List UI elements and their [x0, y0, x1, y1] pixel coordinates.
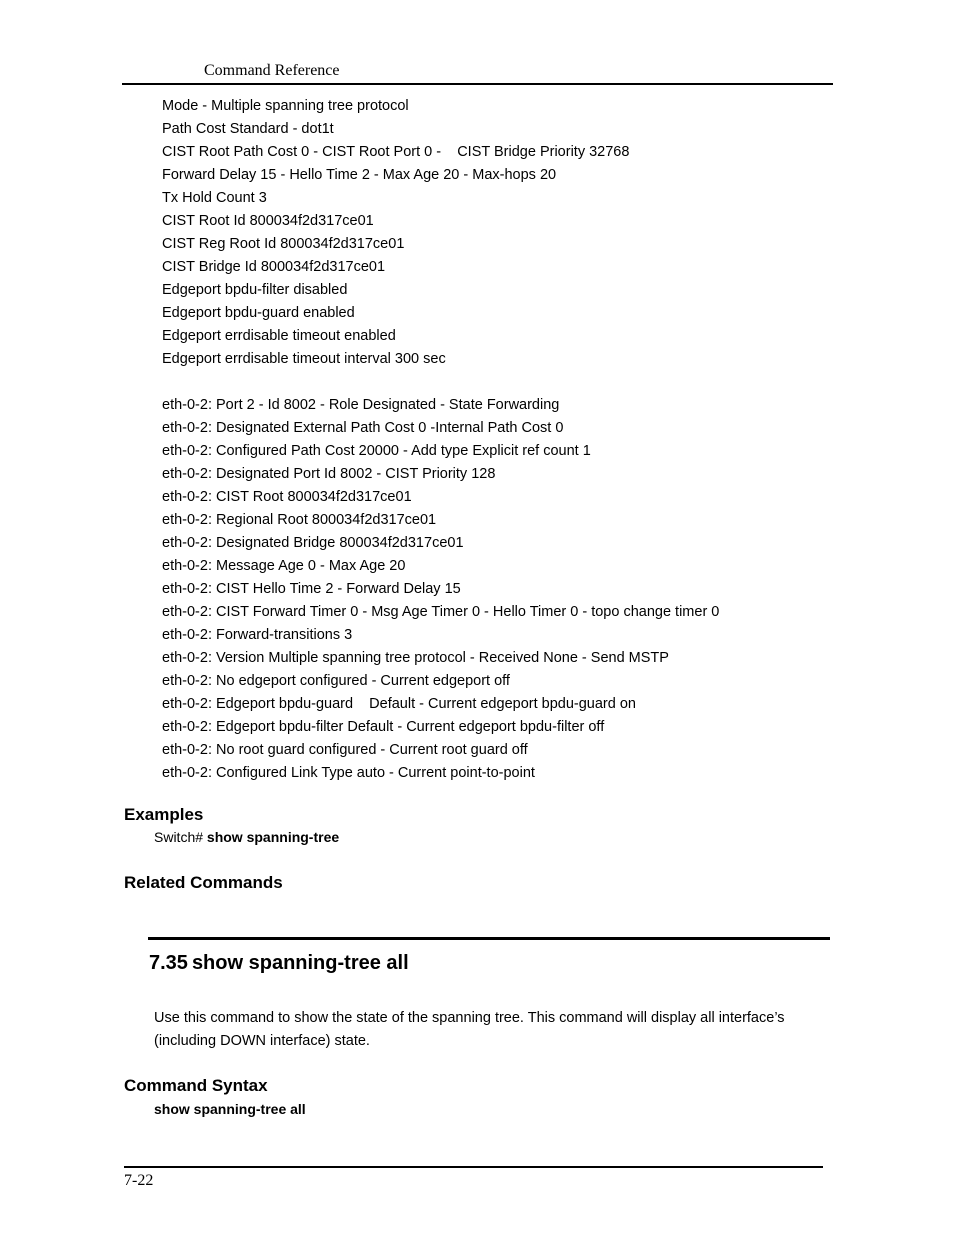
output-line: Edgeport bpdu-filter disabled — [162, 282, 348, 298]
output-line: Forward Delay 15 - Hello Time 2 - Max Age 20 - Max-hops 20 — [162, 167, 557, 183]
output-line: Path Cost Standard - dot1t — [162, 121, 334, 137]
command-output-block — [162, 95, 719, 785]
output-line: Edgeport errdisable timeout interval 300 sec — [162, 351, 446, 367]
output-line: CIST Reg Root Id 800034f2d317ce01 — [162, 236, 405, 252]
output-line: eth-0-2: Version Multiple spanning tree protocol - Received None - Send MSTP — [162, 650, 669, 666]
output-blank-line — [162, 371, 719, 394]
output-line: Tx Hold Count 3 — [162, 190, 267, 206]
syntax-command: show spanning-tree all — [154, 1101, 306, 1117]
chapter-name: show spanning-tree all — [191, 952, 409, 974]
output-line: eth-0-2: CIST Root 800034f2d317ce01 — [162, 489, 412, 505]
output-line: eth-0-2: Configured Path Cost 20000 - Add type Explicit ref count 1 — [162, 443, 591, 459]
examples-heading: Examples — [124, 805, 204, 824]
output-line: eth-0-2: No root guard configured - Current root guard off — [162, 742, 528, 758]
chapter-description: Use this command to show the state of the spanning tree. This command will display all interface’s (including DOWN interface) state. — [154, 1010, 785, 1049]
output-line: eth-0-2: CIST Forward Timer 0 - Msg Age Timer 0 - Hello Timer 0 - topo change timer 0 — [162, 604, 720, 620]
example-command-line — [154, 829, 339, 845]
output-line: eth-0-2: Edgeport bpdu-guard Default - Current edgeport bpdu-guard on — [162, 696, 636, 712]
output-line: Mode - Multiple spanning tree protocol — [162, 98, 409, 114]
running-header: Command Reference — [204, 62, 340, 79]
output-line: eth-0-2: CIST Hello Time 2 - Forward Delay 15 — [162, 581, 461, 597]
output-line: eth-0-2: Port 2 - Id 8002 - Role Designated - State Forwarding — [162, 397, 560, 413]
output-line: eth-0-2: Message Age 0 - Max Age 20 — [162, 558, 406, 574]
page-number: 7-22 — [124, 1172, 154, 1189]
output-line: Edgeport errdisable timeout enabled — [162, 328, 396, 344]
output-line: eth-0-2: Regional Root 800034f2d317ce01 — [162, 512, 437, 528]
header-rule — [122, 83, 833, 85]
chapter-number: 7.35 — [149, 952, 188, 974]
chapter-rule — [148, 937, 830, 940]
example-command: show spanning-tree — [206, 829, 340, 845]
footer-rule — [124, 1166, 823, 1168]
output-line: eth-0-2: No edgeport configured - Current edgeport off — [162, 673, 510, 689]
related-commands-heading: Related Commands — [124, 873, 283, 892]
output-line: eth-0-2: Designated External Path Cost 0 -Internal Path Cost 0 — [162, 420, 564, 436]
command-syntax-heading: Command Syntax — [124, 1076, 268, 1095]
output-line: CIST Root Id 800034f2d317ce01 — [162, 213, 374, 229]
output-line: CIST Root Path Cost 0 - CIST Root Port 0 - CIST Bridge Priority 32768 — [162, 144, 630, 160]
chapter-title — [149, 952, 409, 975]
output-line: eth-0-2: Forward-transitions 3 — [162, 627, 353, 643]
output-line: eth-0-2: Edgeport bpdu-filter Default - Current edgeport bpdu-filter off — [162, 719, 605, 735]
output-line: CIST Bridge Id 800034f2d317ce01 — [162, 259, 386, 275]
example-prompt: Switch# — [154, 829, 204, 845]
output-line: eth-0-2: Configured Link Type auto - Current point-to-point — [162, 765, 535, 781]
output-line: Edgeport bpdu-guard enabled — [162, 305, 355, 321]
output-line: eth-0-2: Designated Bridge 800034f2d317ce01 — [162, 535, 464, 551]
output-line: eth-0-2: Designated Port Id 8002 - CIST Priority 128 — [162, 466, 496, 482]
